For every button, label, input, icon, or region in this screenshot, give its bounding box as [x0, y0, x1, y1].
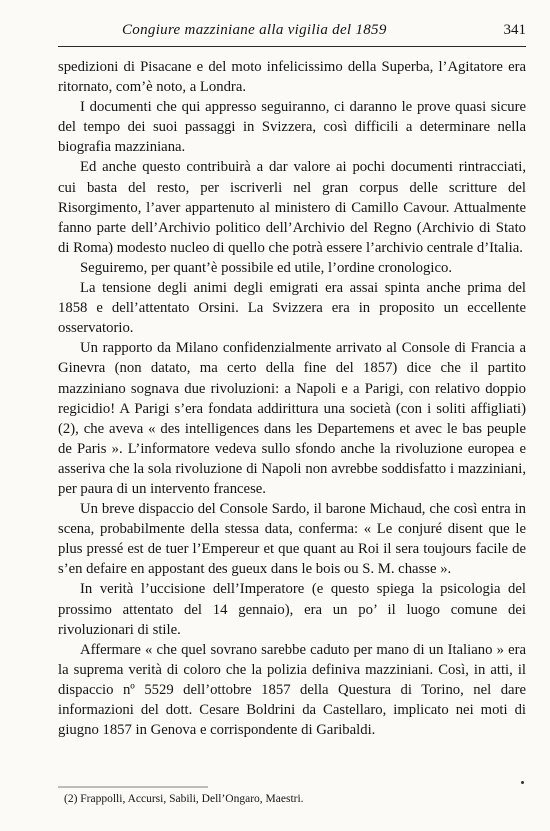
paragraph: Seguiremo, per quant’è possibile ed utile, l’ordine cronologico.	[80, 259, 452, 276]
paragraph: spedizioni di Pisacane e del moto infelicissimo della Superba, l’Agitatore era ritornato, com’è noto, a Londra.	[58, 59, 526, 96]
page-header	[58, 20, 526, 47]
page-number: 341	[503, 22, 526, 38]
paragraph: Affermare « che quel sovrano sarebbe caduto per mano di un Italiano » era la suprema verità di coloro che la polizia definiva mazziniani. Così, in atti, il dispaccio nº 5529 dell’ottobre 1857 della Questura di Torino, nel dare informazioni del dott. Cesare Boldrini da Castellaro, implicato nei moti di giugno 1857 in Genova e corrispondente di Garibaldi.	[58, 641, 526, 739]
margin-dot	[521, 781, 524, 784]
paragraph: I documenti che qui appresso seguiranno, ci daranno le prove quasi sicure del tempo dei suoi passaggi in Svizzera, così difficili a determinare nella biografia mazziniana.	[58, 99, 526, 156]
body-text	[58, 57, 526, 740]
paragraph: Un breve dispaccio del Console Sardo, il barone Michaud, che così entra in scena, probabilmente della stessa data, conferma: « Le conjuré disent que le plus pressé est de tuer l’Empereur et que quant au Roi il sera toujours facile de s’en defaire en appostant des gueux dans le bois ou S. M. chasse ».	[58, 501, 526, 578]
paragraph: La tensione degli animi degli emigrati era assai spinta anche prima del 1858 e dell’attentato Orsini. La Svizzera era in proposito un eccellente osservatorio.	[58, 280, 526, 337]
footnote: (2) Frappolli, Accursi, Sabili, Dell’Ongaro, Maestri.	[64, 793, 304, 805]
paragraph: In verità l’uccisione dell’Imperatore (e questo spiega la psicologia del prossimo attentato del 14 gennaio), era un po’ il luogo comune dei rivoluzionari di stile.	[58, 581, 526, 638]
paragraph: Un rapporto da Milano confidenzialmente arrivato al Console di Francia a Ginevra (non datato, ma certo della fine del 1857) dice che il partito mazziniano sognava due rivoluzioni: a Napoli e a Parigi, con relativo doppio regicidio! A Parigi s’era fondata addirittura una società (con i soliti affigliati) (2), che aveva « des intelligences dans les Departemens et avec le bas peuple de Paris ». L’informatore vedeva sullo sfondo anche la rivoluzione europea e asseriva che la sola rivoluzione di Napoli non avrebbe soddisfatto i mazziniani, per paura di un intervento francese.	[58, 340, 526, 497]
paragraph: Ed anche questo contribuirà a dar valore ai pochi documenti rintracciati, cui basta del resto, per iscriverli nel gran corpus delle scritture del Risorgimento, l’aver appartenuto al ministero di Camillo Cavour. Attualmente fanno parte dell’Archivio politico dell’Archivio del Regno (Archivio di Stato di Roma) modesto nucleo di quello che potrà essere l’archivio centrale d’Italia.	[58, 159, 526, 256]
footnote-rule	[58, 786, 208, 788]
running-title: Congiure mazziniane alla vigilia del 1859	[122, 22, 387, 38]
